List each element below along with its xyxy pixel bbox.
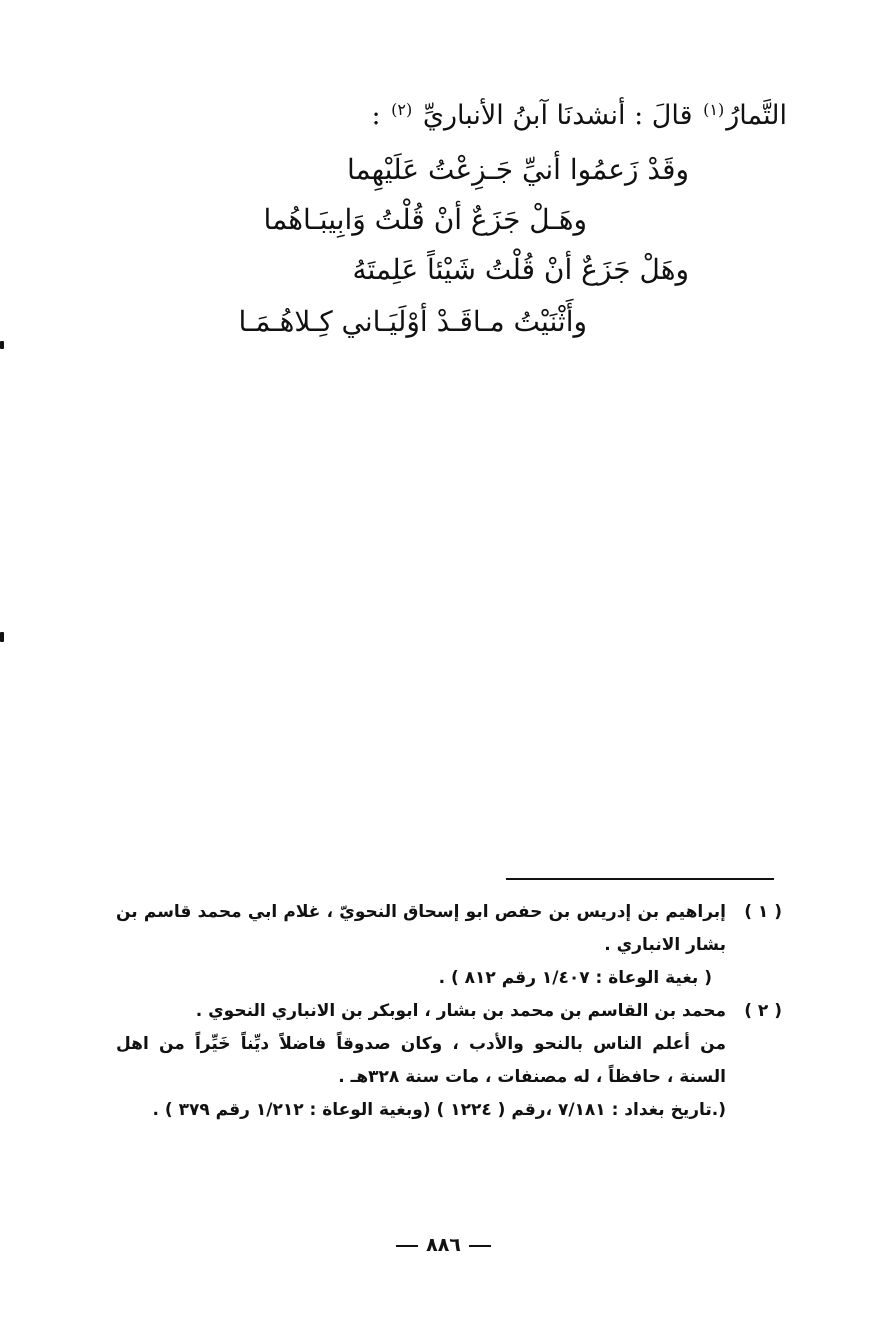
intro-text: قالَ : أنشدنَا آبنُ الأنباريِّ <box>422 100 693 131</box>
footnote-ref-1[interactable]: (١) <box>703 100 725 119</box>
intro-line <box>87 96 787 139</box>
verse-line-4: وأَثْنَيْتُ مـاقَـدْ أوْلَيَـاني كِـلاهُـمَـا <box>238 305 587 338</box>
scan-edge-mark <box>0 632 4 642</box>
footnote-1 <box>116 896 782 995</box>
dash-left <box>469 1245 491 1247</box>
intro-word: التَّمارُ <box>726 100 787 131</box>
page-number <box>0 1234 887 1256</box>
footnote-number: ( ١ ) <box>744 902 782 922</box>
footnote-text: محمد بن القاسم بن محمد بن بشار ، ابوبكر بن الانباري النحوي . <box>195 1001 726 1021</box>
footnote-text: من أعلم الناس بالنحو والأدب ، وكان صدوقاً فاضلاً ديِّناً خَيِّراً من اهل السنة ، حافظاً ، له مصنفات ، مات سنة ٣٢٨هـ . <box>116 1034 726 1087</box>
footnote-ref-2[interactable]: (٢) <box>391 100 413 119</box>
footnote-divider <box>506 878 774 880</box>
verse-line-2: وهَـلْ جَزَعٌ أنْ قُلْتُ وَابِيبَـاهُما <box>263 203 587 236</box>
footnote-source: ( بغية الوعاة : ١/٤٠٧ رقم ٨١٢ ) . <box>438 968 712 988</box>
footnote-text: إبراهيم بن إدريس بن حفص ابو إسحاق النحويّ ، غلام ابي محمد قاسم بن بشار الانباري . <box>116 902 726 955</box>
dash-right <box>396 1245 418 1247</box>
intro-colon: : <box>371 100 381 131</box>
footnote-source: (.تاريخ بغداد : ٧/١٨١ ،رقم ( ١٢٢٤ ) (وبغية الوعاة : ١/٢١٢ رقم ٣٧٩ ) . <box>152 1100 726 1120</box>
verse-line-1: وقَدْ زَعمُوا أنيِّ جَـزِعْتُ عَلَيْهِما <box>347 153 689 186</box>
scan-edge-mark <box>0 341 4 349</box>
footnote-number: ( ٢ ) <box>744 1001 782 1021</box>
footnote-2 <box>116 995 782 1127</box>
footnotes <box>116 896 782 1127</box>
verse-line-3: وهَلْ جَزَعٌ أنْ قُلْتُ شَيْئاً عَلِمتَهُ <box>352 253 689 286</box>
page-number-value: ٨٨٦ <box>426 1234 461 1256</box>
